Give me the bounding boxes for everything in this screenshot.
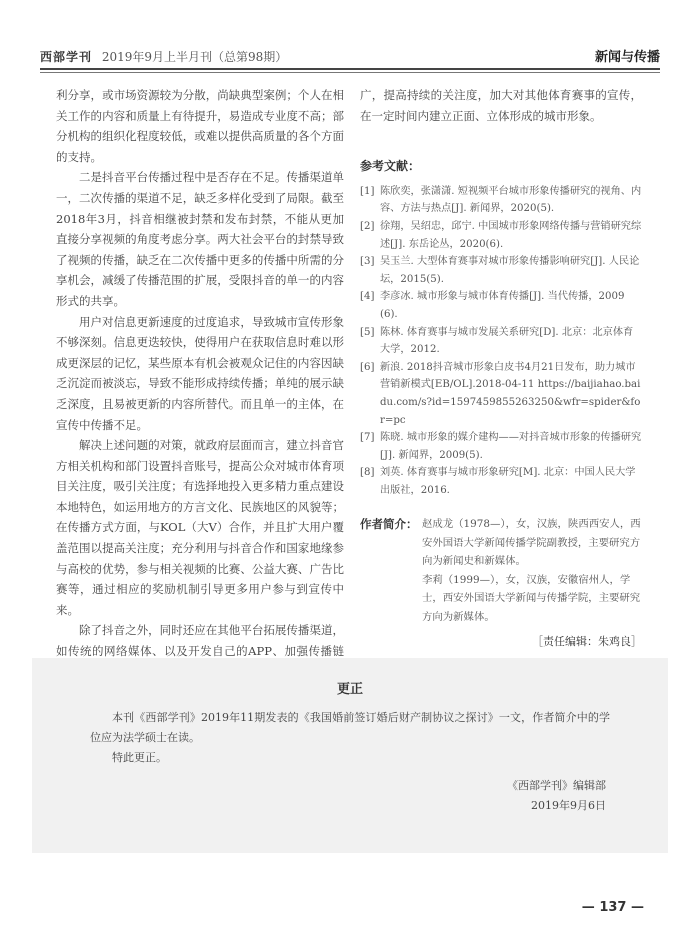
author-bio-second: 李莉（1999—），女，汉族，安徽宿州人，学士，西安外国语大学新闻与传播学院，主要研究方向为新媒体。 xyxy=(422,573,641,623)
journal-name: 西部学刊 xyxy=(40,50,93,64)
body-paragraph: 解决上述问题的对策，就政府层面而言，建立抖音官方相关机构和部门设置抖音账号，提高公众对城市体育项目关注度，吸引关注度；有选择地投入更多精力重点建设本地特色，如运用地方的方言文化、民族地区的风貌等；在传播方式方面，与KOL（大V）合作，并且扩大用户覆盖范围以提高关注度；充分利用与抖音合作和国家地缘参与高校的优势，参与相关视频的比赛、公益大赛、广告比赛等，通过相应的奖励机制引导更多用户参与到宣传中来。 xyxy=(56,438,344,617)
body-paragraph: 除了抖音之外，同时还应在其他平台拓展传播渠道，如传统的网络媒体、以及开发自己的APP、加强传播链 xyxy=(56,623,344,659)
reference-item xyxy=(360,429,642,464)
body-paragraph: 二是抖音平台传播过程中是否存在不足。传播渠道单一，二次传播的渠道不足，缺乏多样化受到了局限。截至2018年3月，抖音相继被封禁和发布封禁，不能从更加直接分享视频的角度考虑分享。两大社会平台的封禁导致了视频的传播，缺乏在二次传播中更多的传播中所需的分享机会，减缓了传播范围的扩展，受限抖音的单一的内容形式的共享。 xyxy=(56,170,344,308)
reference-number: [8] xyxy=(360,467,375,479)
body-paragraph: 用户对信息更新速度的过度追求，导致城市宣传形象不够深刻。信息更迭较快，使得用户在获取信息时难以形成更深层的记忆，某些原本有机会被观众记住的内容因缺乏沉淀而被淡忘，导致不能形成持续传播；单纯的展示缺乏深度，且易被更新的内容所替代。而且单一的主体，在宣传中传播不足。 xyxy=(56,314,344,432)
reference-item xyxy=(360,464,642,499)
correction-note: 特此更正。 xyxy=(112,751,167,764)
author-bio-first xyxy=(360,515,642,570)
right-column xyxy=(360,85,642,653)
references-list xyxy=(360,183,642,500)
reference-item xyxy=(360,324,642,359)
reference-text: 陈晓. 城市形象的媒介建构——对抖音城市形象的传播研究[J]. 新闻界，2009(5). xyxy=(380,432,642,461)
correction-title: 更正 xyxy=(336,682,363,697)
left-column xyxy=(56,85,344,703)
reference-number: [4] xyxy=(360,291,375,303)
header-rule-thin xyxy=(40,72,660,73)
reference-text: 新浪. 2018抖音城市形象白皮书4月21日发布，助力城市营销新模式[EB/OL].2018-04-11 https://baijiahao.baidu.com/s?id=1597459855263250&wfr=spider&for=pc xyxy=(380,361,641,426)
body-paragraph: 利分享，或市场资源较为分散，尚缺典型案例；个人在相关工作的内容和质量上有待提升，易造成专业度不高；部分机构的组织化程度较低，或难以提供高质量的各个方面的支持。 xyxy=(56,88,344,164)
responsible-editor: ［责任编辑：朱鸡良］ xyxy=(532,634,642,648)
journal-issue: 2019年9月上半月刊（总第98期） xyxy=(101,50,288,64)
correction-signature xyxy=(507,776,606,816)
reference-number: [3] xyxy=(360,256,375,268)
reference-item xyxy=(360,359,642,429)
reference-number: [1] xyxy=(360,185,375,197)
reference-item xyxy=(360,288,642,323)
reference-item xyxy=(360,183,642,218)
reference-number: [7] xyxy=(360,432,375,444)
page-header xyxy=(40,40,660,68)
author-bio xyxy=(360,515,642,625)
references-title: 参考文献： xyxy=(360,159,421,174)
reference-item xyxy=(360,253,642,288)
reference-text: 李彦冰. 城市形象与城市体育传播[J]. 当代传播，2009(6). xyxy=(380,291,625,320)
reference-number: [2] xyxy=(360,220,375,232)
correction-body xyxy=(90,708,610,768)
reference-text: 吴玉兰. 大型体育赛事对城市形象传播影响研究[J]. 人民论坛，2015(5). xyxy=(380,256,640,285)
page-number: — 137 — xyxy=(581,900,644,915)
body-paragraph-continued: 广，提高持续的关注度，加大对其他体育赛事的宣传，在一定时间内建立正面、立体形成的城市形象。 xyxy=(360,88,642,123)
reference-text: 陈欣奕，张潇潇. 短视频平台城市形象传播研究的视角、内容、方法与热点[J]. 新闻界，2020(5). xyxy=(380,185,642,215)
correction-signature-date: 2019年9月6日 xyxy=(531,799,606,812)
reference-text: 陈林. 体育赛事与城市发展关系研究[D]. 北京：北京体育大学，2012. xyxy=(380,326,634,356)
correction-signature-org: 《西部学刊》编辑部 xyxy=(507,779,606,792)
reference-number: [6] xyxy=(360,361,375,373)
header-rule xyxy=(40,68,660,70)
reference-text: 刘英. 体育赛事与城市形象研究[M]. 北京：中国人民大学出版社，2016. xyxy=(380,467,636,496)
correction-text: 本刊《西部学刊》2019年11期发表的《我国婚前签订婚后财产制协议之探讨》一文，作者简介中的学位应为法学硕士在读。 xyxy=(90,711,610,744)
correction-notice xyxy=(32,658,668,853)
section-name: 新闻与传播 xyxy=(594,50,660,65)
journal-header xyxy=(40,48,287,65)
reference-item xyxy=(360,218,642,253)
author-bio-text: 赵成龙（1978—），女，汉族，陕西西安人，西安外国语大学新闻传播学院副教授，主要研究方向为新闻史和新媒体。 xyxy=(422,518,641,568)
reference-text: 徐翔，吴绍忠，邱宁. 中国城市形象网络传播与营销研究综述[J]. 东岳论丛，2020(6). xyxy=(380,220,642,250)
author-bio-label: 作者简介： xyxy=(360,517,418,532)
reference-number: [5] xyxy=(360,326,375,338)
